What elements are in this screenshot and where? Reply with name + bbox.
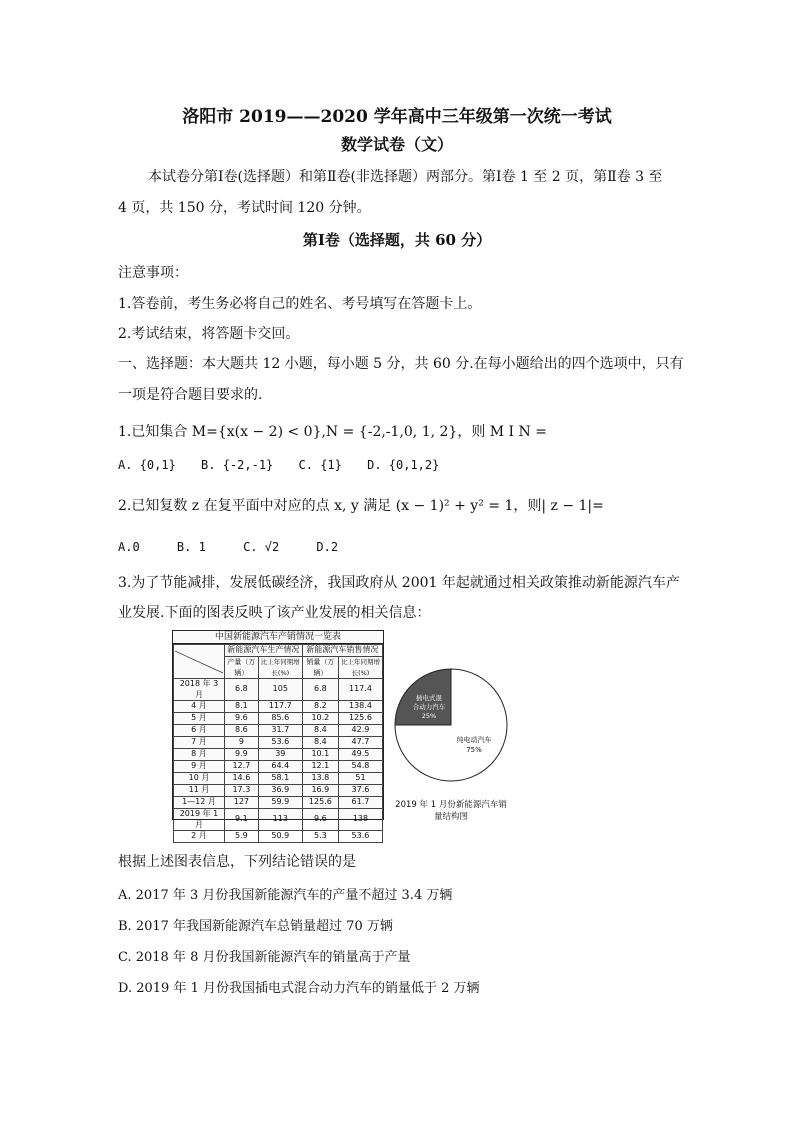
part1-instruction-2: 一项是符合题目要求的. — [118, 387, 263, 403]
table-cell: 39 — [258, 749, 302, 761]
production-sales-table — [172, 630, 384, 841]
table-cell: 6.8 — [225, 679, 259, 701]
table-cell: 59.9 — [258, 797, 302, 809]
q3-option-b[interactable]: B. 2017 年我国新能源汽车总销量超过 70 万辆 — [118, 919, 393, 934]
q3-stem-1: 3.为了节能减排，发展低碳经济，我国政府从 2001 年起就通过相关政策推动新能源汽车产 — [118, 575, 680, 591]
q2-option-a[interactable]: A.0 — [118, 540, 140, 554]
table-row-label: 2018 年 3 月 — [174, 679, 225, 701]
table-row — [174, 797, 383, 809]
col-header-sales: 销量（万辆） — [302, 657, 338, 679]
table-row — [174, 785, 383, 797]
q1-option-d[interactable]: D. {0,1,2} — [367, 458, 440, 472]
table-cell: 6.8 — [302, 679, 338, 701]
table-cell: 53.6 — [338, 831, 382, 843]
table-cell: 138.4 — [338, 701, 382, 713]
table-row-label: 7 月 — [174, 737, 225, 749]
table-cell: 9.6 — [302, 809, 338, 831]
table-cell: 58.1 — [258, 773, 302, 785]
pie-chart-svg — [392, 630, 510, 790]
pie-label-pure-electric: 纯电动汽车 — [456, 736, 492, 744]
group-header-sales: 新能源汽车销售情况 — [302, 645, 382, 657]
pie-label-plugin-hybrid: 插电式混 — [416, 694, 442, 702]
table-grid — [173, 644, 383, 843]
col-header-sales-growth: 比上年同期增长(%) — [338, 657, 382, 679]
diagonal-line-icon — [175, 651, 223, 673]
table-cell: 127 — [225, 797, 259, 809]
pie-caption: 2019 年 1 月份新能源汽车销量结构图 — [395, 800, 507, 822]
table-cell: 5.3 — [302, 831, 338, 843]
table-row-label: 6 月 — [174, 725, 225, 737]
pie-value-pure-electric: 75% — [466, 746, 482, 754]
table-title: 中国新能源汽车产销情况一览表 — [173, 631, 383, 644]
table-cell: 8.6 — [225, 725, 259, 737]
table-row — [174, 713, 383, 725]
q3-followup: 根据上述图表信息，下列结论错误的是 — [118, 854, 356, 870]
table-row-label: 11 月 — [174, 785, 225, 797]
table-cell: 31.7 — [258, 725, 302, 737]
q2-option-b[interactable]: B. 1 — [176, 540, 206, 554]
pie-chart — [392, 630, 510, 830]
table-cell: 47.7 — [338, 737, 382, 749]
q3-option-a[interactable]: A. 2017 年 3 月份我国新能源汽车的产量不超过 3.4 万辆 — [118, 888, 453, 903]
table-row — [174, 809, 383, 831]
table-cell: 12.7 — [225, 761, 259, 773]
table-cell: 36.9 — [258, 785, 302, 797]
q3-option-c[interactable]: C. 2018 年 8 月份我国新能源汽车的销量高于产量 — [118, 950, 411, 965]
exam-subtitle: 数学试卷（文） — [340, 135, 453, 154]
note-item-1: 1.答卷前，考生务必将自己的姓名、考号填写在答题卡上。 — [118, 296, 482, 312]
table-row-label: 4 月 — [174, 701, 225, 713]
q2-stem: 2.已知复数 z 在复平面中对应的点 x, y 满足 (x − 1)² + y² = 1，则| z − 1|= — [118, 498, 604, 514]
col-header-output: 产量（万辆） — [225, 657, 259, 679]
table-row-label: 8 月 — [174, 749, 225, 761]
table-cell: 9.6 — [225, 713, 259, 725]
table-cell: 14.6 — [225, 773, 259, 785]
table-cell: 54.8 — [338, 761, 382, 773]
table-row-label: 5 月 — [174, 713, 225, 725]
table-cell: 49.5 — [338, 749, 382, 761]
table-cell: 9 — [225, 737, 259, 749]
table-cell: 53.6 — [258, 737, 302, 749]
table-cell: 85.6 — [258, 713, 302, 725]
q1-option-a[interactable]: A. {0,1} — [118, 458, 176, 472]
table-row-label: 2019 年 1 月 — [174, 809, 225, 831]
table-cell: 42.9 — [338, 725, 382, 737]
q1-options — [118, 458, 457, 472]
table-cell: 61.7 — [338, 797, 382, 809]
group-header-production: 新能源汽车生产情况 — [225, 645, 303, 657]
q1-option-b[interactable]: B. {-2,-1} — [201, 458, 274, 472]
table-cell: 5.9 — [225, 831, 259, 843]
table-row — [174, 737, 383, 749]
pie-value-plugin-hybrid: 25% — [421, 712, 437, 720]
table-cell: 16.9 — [302, 785, 338, 797]
table-row — [174, 761, 383, 773]
table-cell: 50.9 — [258, 831, 302, 843]
q1-option-c[interactable]: C. {1} — [298, 458, 342, 472]
section-title: 第Ⅰ卷（选择题，共 60 分） — [302, 231, 492, 249]
table-cell: 8.4 — [302, 725, 338, 737]
table-cell: 117.7 — [258, 701, 302, 713]
table-cell: 8.2 — [302, 701, 338, 713]
table-row-label: 2 月 — [174, 831, 225, 843]
table-cell: 10.1 — [302, 749, 338, 761]
table-cell: 51 — [338, 773, 382, 785]
col-header-output-growth: 比上年同期增长(%) — [258, 657, 302, 679]
table-cell: 105 — [258, 679, 302, 701]
table-cell: 8.4 — [302, 737, 338, 749]
table-row-label: 1—12 月 — [174, 797, 225, 809]
table-row — [174, 773, 383, 785]
q2-options — [118, 540, 356, 554]
table-cell: 37.6 — [338, 785, 382, 797]
table-cell: 64.4 — [258, 761, 302, 773]
table-row-label: 9 月 — [174, 761, 225, 773]
table-cell: 125.6 — [302, 797, 338, 809]
table-cell: 138 — [338, 809, 382, 831]
q2-option-c[interactable]: C. √2 — [243, 540, 280, 554]
table-cell: 8.1 — [225, 701, 259, 713]
table-row — [174, 831, 383, 843]
diagonal-header-cell — [174, 645, 225, 679]
table-cell: 113 — [258, 809, 302, 831]
table-cell: 12.1 — [302, 761, 338, 773]
q2-option-d[interactable]: D.2 — [316, 540, 339, 554]
table-row — [174, 749, 383, 761]
table-cell: 125.6 — [338, 713, 382, 725]
table-cell: 10.2 — [302, 713, 338, 725]
q1-stem: 1.已知集合 M={x(x − 2) < 0},N = {-2,-1,0, 1, 2}，则 M I N = — [118, 424, 547, 440]
table-cell: 9.9 — [225, 749, 259, 761]
table-row — [174, 725, 383, 737]
table-row-label: 10 月 — [174, 773, 225, 785]
q3-stem-2: 业发展.下面的图表反映了该产业发展的相关信息： — [118, 605, 431, 621]
table-body — [174, 679, 383, 843]
table-cell: 17.3 — [225, 785, 259, 797]
pie-label-plugin-hybrid-2: 合动力汽车 — [412, 703, 446, 711]
exam-title: 洛阳市 2019——2020 学年高中三年级第一次统一考试 — [182, 107, 612, 127]
notes-heading: 注意事项： — [118, 265, 188, 281]
table-cell: 117.4 — [338, 679, 382, 701]
note-item-2: 2.考试结束，将答题卡交回。 — [118, 326, 300, 342]
q3-option-d[interactable]: D. 2019 年 1 月份我国插电式混合动力汽车的销量低于 2 万辆 — [118, 981, 480, 996]
table-cell: 13.8 — [302, 773, 338, 785]
table-row — [174, 679, 383, 701]
intro-line-2: 4 页，共 150 分，考试时间 120 分钟。 — [118, 200, 371, 216]
part1-instruction-1: 一、选择题：本大题共 12 小题，每小题 5 分，共 60 分.在每小题给出的四个选项中，只有 — [118, 356, 684, 372]
intro-line-1: 本试卷分第Ⅰ卷(选择题）和第Ⅱ卷(非选择题）两部分。第Ⅰ卷 1 至 2 页，第Ⅱ卷 3 至 — [148, 169, 663, 185]
table-row — [174, 701, 383, 713]
table-cell: 9.1 — [225, 809, 259, 831]
